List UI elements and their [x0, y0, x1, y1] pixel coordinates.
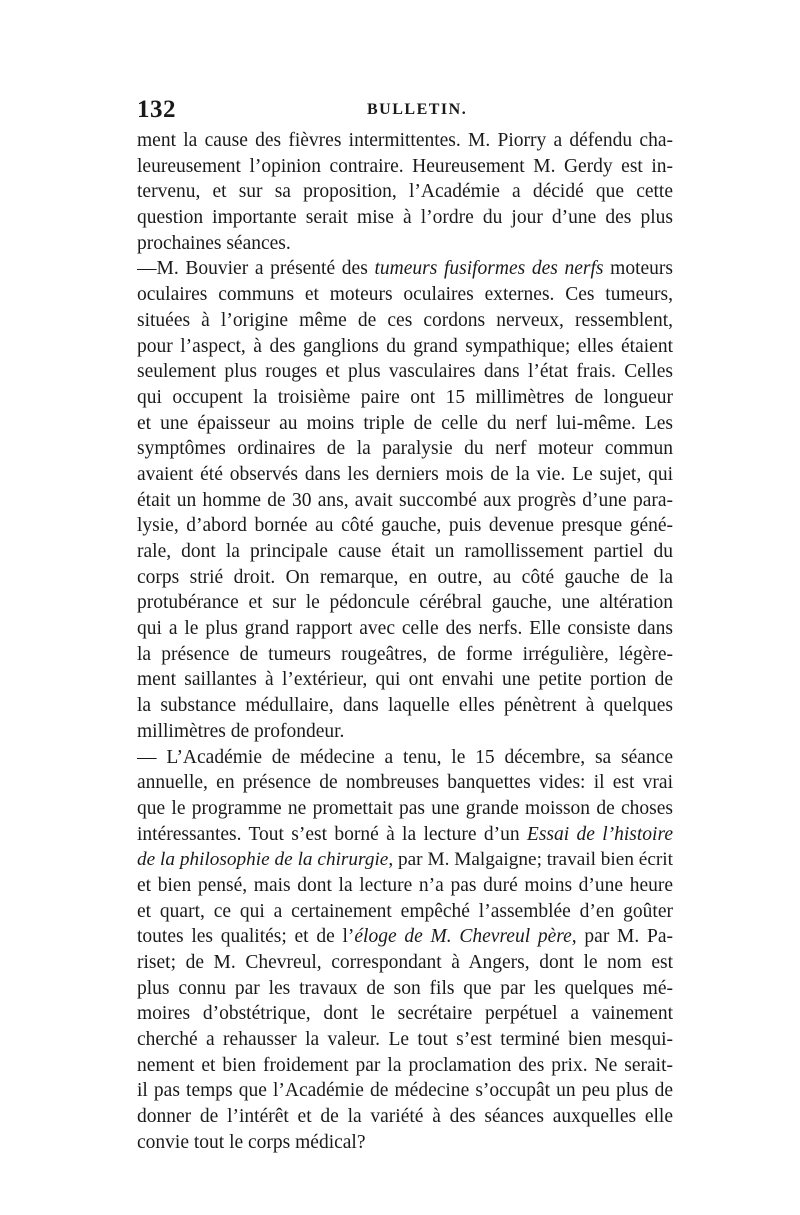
italic-segment: de la philosophie de la chirurgie — [137, 849, 389, 871]
text-line: qui occupent la troisième paire ont 15 millimètres de longueur — [137, 386, 673, 408]
text-line: corps strié droit. On remarque, en outre, au côté gauche de la — [137, 566, 673, 588]
text-line: et une épaisseur au moins triple de celle du nerf lui-même. Les — [137, 412, 673, 434]
text-line — [137, 924, 673, 950]
text-line: nement et bien froidement par la proclamation des prix. Ne serait- — [137, 1054, 673, 1076]
text-line: leureusement l’opinion contraire. Heureusement M. Gerdy est in- — [137, 155, 673, 177]
text-segment: —M. Bouvier a présenté des — [137, 258, 375, 280]
text-line — [137, 822, 673, 848]
text-line: prochaines séances. — [137, 232, 291, 254]
text-line: riset; de M. Chevreul, correspondant à Angers, dont le nom est — [137, 952, 673, 973]
text-segment: toutes les qualités; et de l’ — [137, 926, 355, 948]
page-number: 132 — [137, 96, 176, 123]
text-line: et quart, ce qui a certainement empêché l’assemblée d’en goûter — [137, 900, 673, 922]
text-line — [137, 847, 673, 873]
text-line: seulement plus rouges et plus vasculaires dans l’état frais. Celles — [137, 361, 673, 383]
text-line — [137, 256, 673, 282]
text-line: ment saillantes à l’extérieur, qui ont envahi une petite portion de — [137, 669, 673, 691]
text-segment: moteurs — [603, 258, 673, 280]
text-line: pour l’aspect, à des ganglions du grand sympathique; elles étaient — [137, 335, 673, 357]
text-line: la substance médullaire, dans laquelle elles pénètrent à quelques — [137, 695, 673, 717]
text-line: cherché a rehausser la valeur. Le tout s’est terminé bien mesqui- — [137, 1029, 673, 1051]
text-segment: , par M. Malgaigne; travail bien écrit — [388, 849, 673, 871]
text-line: lysie, d’abord bornée au côté gauche, puis devenue presque géné- — [137, 515, 673, 537]
text-line: millimètres de profondeur. — [137, 720, 345, 742]
text-line: tervenu, et sur sa proposition, l’Académie a décidé que cette — [137, 181, 673, 203]
text-segment: , par M. Pa- — [571, 926, 673, 948]
text-line: convie tout le corps médical? — [137, 1131, 366, 1153]
text-line: rale, dont la principale cause était un ramollissement partiel du — [137, 541, 673, 562]
text-line: plus connu par les travaux de son fils que par les quelques mé- — [137, 977, 673, 999]
running-head: BULLETIN. — [367, 101, 468, 118]
text-line: question importante serait mise à l’ordre du jour d’une des plus — [137, 207, 673, 229]
text-line: était un homme de 30 ans, avait succombé aux progrès d’une para- — [137, 489, 673, 511]
text-line: que le programme ne promettait pas une grande moisson de choses — [137, 797, 673, 819]
text-line: avaient été observés dans les derniers mois de la vie. Le sujet, qui — [137, 463, 673, 485]
text-line: et bien pensé, mais dont la lecture n’a pas duré moins d’une heure — [137, 874, 673, 896]
page-header — [137, 96, 673, 124]
italic-segment: tumeurs fusiformes des nerfs — [374, 258, 604, 280]
body-text — [137, 128, 673, 1156]
text-line: annuelle, en présence de nombreuses banquettes vides: il est vrai — [137, 772, 673, 794]
text-line: qui a le plus grand rapport avec celle des nerfs. Elle consiste dans — [137, 618, 673, 640]
text-line: situées à l’origine même de ces cordons nerveux, ressemblent, — [137, 309, 673, 331]
italic-segment: Essai de l’histoire — [526, 823, 673, 845]
text-line: donner de l’intérêt et de la variété à des séances auxquelles elle — [137, 1106, 673, 1128]
text-segment: intéressantes. Tout s’est borné à la lecture d’un — [137, 823, 527, 845]
text-line: protubérance et sur le pédoncule cérébral gauche, une altération — [137, 592, 673, 614]
text-line: il pas temps que l’Académie de médecine s’occupât un peu plus de — [137, 1080, 673, 1102]
text-line: ment la cause des fièvres intermittentes. M. Piorry a défendu cha- — [137, 130, 673, 151]
italic-segment: éloge de M. Chevreul père — [354, 926, 572, 948]
text-line: symptômes ordinaires de la paralysie du nerf moteur commun — [137, 438, 673, 460]
text-line: oculaires communs et moteurs oculaires externes. Ces tumeurs, — [137, 284, 673, 306]
text-line: la présence de tumeurs rougeâtres, de forme irrégulière, légère- — [137, 643, 673, 665]
text-line: — L’Académie de médecine a tenu, le 15 décembre, sa séance — [137, 746, 673, 768]
text-line: moires d’obstétrique, dont le secrétaire perpétuel a vainement — [137, 1003, 673, 1025]
